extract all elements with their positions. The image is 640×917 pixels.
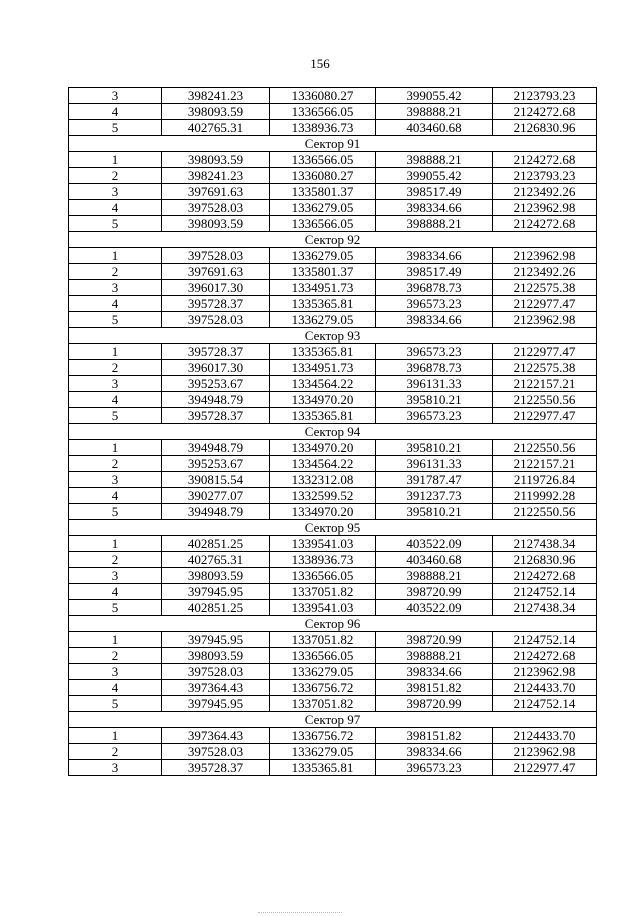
- coordinate-cell: 2126830.96: [493, 552, 597, 568]
- sector-title: Сектор 92: [69, 232, 597, 248]
- table-row: [69, 280, 597, 296]
- coordinate-cell: 398151.82: [376, 728, 493, 744]
- coordinate-cell: 397528.03: [162, 312, 270, 328]
- coordinate-cell: 1335365.81: [270, 296, 376, 312]
- point-number-cell: 2: [69, 744, 162, 760]
- coordinates-table-body: [69, 88, 597, 776]
- coordinate-cell: 2122550.56: [493, 392, 597, 408]
- sector-title: Сектор 91: [69, 136, 597, 152]
- coordinate-cell: 398888.21: [376, 152, 493, 168]
- table-row: [69, 488, 597, 504]
- coordinate-cell: 2122550.56: [493, 504, 597, 520]
- point-number-cell: 4: [69, 392, 162, 408]
- table-row: [69, 552, 597, 568]
- sector-title: Сектор 96: [69, 616, 597, 632]
- point-number-cell: 1: [69, 632, 162, 648]
- point-number-cell: 4: [69, 488, 162, 504]
- table-row: [69, 184, 597, 200]
- coordinate-cell: 1332599.52: [270, 488, 376, 504]
- coordinate-cell: 1335365.81: [270, 344, 376, 360]
- point-number-cell: 5: [69, 600, 162, 616]
- table-row: [69, 168, 597, 184]
- coordinate-cell: 391787.47: [376, 472, 493, 488]
- table-row: [69, 200, 597, 216]
- coordinate-cell: 398517.49: [376, 184, 493, 200]
- coordinate-cell: 397528.03: [162, 248, 270, 264]
- coordinate-cell: 398720.99: [376, 584, 493, 600]
- coordinate-cell: 1336566.05: [270, 648, 376, 664]
- coordinate-cell: 398093.59: [162, 568, 270, 584]
- coordinate-cell: 399055.42: [376, 88, 493, 104]
- coordinate-cell: 398241.23: [162, 88, 270, 104]
- coordinate-cell: 398093.59: [162, 648, 270, 664]
- coordinate-cell: 2124752.14: [493, 696, 597, 712]
- table-row: [69, 664, 597, 680]
- point-number-cell: 5: [69, 696, 162, 712]
- coordinate-cell: 402851.25: [162, 600, 270, 616]
- sector-header-row: [69, 328, 597, 344]
- coordinate-cell: 1336756.72: [270, 728, 376, 744]
- table-row: [69, 584, 597, 600]
- coordinate-cell: 398093.59: [162, 152, 270, 168]
- coordinate-cell: 398151.82: [376, 680, 493, 696]
- scan-artifact-line: [258, 912, 342, 913]
- table-row: [69, 648, 597, 664]
- coordinate-cell: 2122157.21: [493, 376, 597, 392]
- coordinate-cell: 2123962.98: [493, 312, 597, 328]
- coordinate-cell: 2124752.14: [493, 632, 597, 648]
- coordinate-cell: 2124433.70: [493, 680, 597, 696]
- coordinate-cell: 396017.30: [162, 280, 270, 296]
- coordinate-cell: 1336566.05: [270, 216, 376, 232]
- coordinate-cell: 1335365.81: [270, 760, 376, 776]
- coordinate-cell: 398334.66: [376, 248, 493, 264]
- table-row: [69, 344, 597, 360]
- coordinate-cell: 396017.30: [162, 360, 270, 376]
- sector-title: Сектор 93: [69, 328, 597, 344]
- coordinate-cell: 1337051.82: [270, 584, 376, 600]
- table-row: [69, 600, 597, 616]
- coordinate-cell: 397528.03: [162, 200, 270, 216]
- table-row: [69, 744, 597, 760]
- coordinate-cell: 394948.79: [162, 392, 270, 408]
- coordinate-cell: 390815.54: [162, 472, 270, 488]
- table-row: [69, 376, 597, 392]
- coordinate-cell: 397528.03: [162, 744, 270, 760]
- point-number-cell: 5: [69, 408, 162, 424]
- coordinate-cell: 397528.03: [162, 664, 270, 680]
- coordinate-cell: 397945.95: [162, 632, 270, 648]
- coordinate-cell: 1335801.37: [270, 264, 376, 280]
- coordinate-cell: 1334970.20: [270, 392, 376, 408]
- coordinate-cell: 2126830.96: [493, 120, 597, 136]
- coordinate-cell: 398334.66: [376, 744, 493, 760]
- point-number-cell: 1: [69, 152, 162, 168]
- coordinate-cell: 1337051.82: [270, 696, 376, 712]
- table-row: [69, 360, 597, 376]
- coordinate-cell: 1336279.05: [270, 312, 376, 328]
- coordinate-cell: 2123492.26: [493, 184, 597, 200]
- table-row: [69, 728, 597, 744]
- coordinate-cell: 397691.63: [162, 264, 270, 280]
- coordinate-cell: 398888.21: [376, 216, 493, 232]
- coordinate-cell: 1336566.05: [270, 568, 376, 584]
- table-row: [69, 216, 597, 232]
- page-number: 156: [310, 56, 330, 71]
- coordinate-cell: 2122977.47: [493, 408, 597, 424]
- coordinate-cell: 398720.99: [376, 696, 493, 712]
- coordinate-cell: 397691.63: [162, 184, 270, 200]
- point-number-cell: 1: [69, 440, 162, 456]
- coordinate-cell: 2123962.98: [493, 200, 597, 216]
- coordinate-cell: 1339541.03: [270, 536, 376, 552]
- coordinate-cell: 1336279.05: [270, 200, 376, 216]
- coordinate-cell: 398241.23: [162, 168, 270, 184]
- point-number-cell: 2: [69, 360, 162, 376]
- table-row: [69, 680, 597, 696]
- table-row: [69, 568, 597, 584]
- coordinate-cell: 2127438.34: [493, 600, 597, 616]
- table-row: [69, 248, 597, 264]
- coordinate-cell: 398720.99: [376, 632, 493, 648]
- coordinate-cell: 398334.66: [376, 312, 493, 328]
- sector-title: Сектор 95: [69, 520, 597, 536]
- coordinate-cell: 395253.67: [162, 456, 270, 472]
- coordinate-cell: 402851.25: [162, 536, 270, 552]
- point-number-cell: 3: [69, 472, 162, 488]
- coordinate-cell: 1338936.73: [270, 120, 376, 136]
- coordinate-cell: 2122550.56: [493, 440, 597, 456]
- coordinate-cell: 402765.31: [162, 120, 270, 136]
- coordinate-cell: 2124272.68: [493, 216, 597, 232]
- coordinate-cell: 1336080.27: [270, 168, 376, 184]
- coordinate-cell: 398334.66: [376, 664, 493, 680]
- coordinate-cell: 1336566.05: [270, 104, 376, 120]
- coordinate-cell: 1335365.81: [270, 408, 376, 424]
- coordinate-cell: 395253.67: [162, 376, 270, 392]
- coordinate-cell: 390277.07: [162, 488, 270, 504]
- coordinate-cell: 397945.95: [162, 584, 270, 600]
- sector-header-row: [69, 424, 597, 440]
- coordinate-cell: 2122575.38: [493, 280, 597, 296]
- point-number-cell: 5: [69, 504, 162, 520]
- coordinate-cell: 391237.73: [376, 488, 493, 504]
- coordinate-cell: 396573.23: [376, 760, 493, 776]
- coordinate-cell: 2123793.23: [493, 88, 597, 104]
- table-row: [69, 88, 597, 104]
- table-row: [69, 504, 597, 520]
- coordinate-cell: 1336279.05: [270, 744, 376, 760]
- sector-header-row: [69, 520, 597, 536]
- coordinate-cell: 1332312.08: [270, 472, 376, 488]
- point-number-cell: 1: [69, 536, 162, 552]
- coordinate-cell: 1334951.73: [270, 360, 376, 376]
- point-number-cell: 3: [69, 760, 162, 776]
- coordinate-cell: 398093.59: [162, 104, 270, 120]
- point-number-cell: 3: [69, 280, 162, 296]
- coordinate-cell: 395810.21: [376, 504, 493, 520]
- coordinate-cell: 402765.31: [162, 552, 270, 568]
- sector-header-row: [69, 232, 597, 248]
- coordinate-cell: 394948.79: [162, 504, 270, 520]
- point-number-cell: 3: [69, 184, 162, 200]
- coordinate-cell: 2123962.98: [493, 248, 597, 264]
- sector-header-row: [69, 712, 597, 728]
- table-row: [69, 104, 597, 120]
- coordinate-cell: 2122977.47: [493, 344, 597, 360]
- table-row: [69, 312, 597, 328]
- coordinate-cell: 2122575.38: [493, 360, 597, 376]
- sector-header-row: [69, 136, 597, 152]
- coordinate-cell: 2123962.98: [493, 744, 597, 760]
- table-row: [69, 440, 597, 456]
- point-number-cell: 1: [69, 248, 162, 264]
- coordinate-cell: 1335801.37: [270, 184, 376, 200]
- coordinate-cell: 396573.23: [376, 408, 493, 424]
- coordinates-table: [68, 87, 597, 776]
- coordinate-cell: 396878.73: [376, 280, 493, 296]
- point-number-cell: 4: [69, 200, 162, 216]
- point-number-cell: 2: [69, 456, 162, 472]
- coordinate-cell: 394948.79: [162, 440, 270, 456]
- table-row: [69, 456, 597, 472]
- table-row: [69, 264, 597, 280]
- coordinate-cell: 2123793.23: [493, 168, 597, 184]
- coordinate-cell: 2123962.98: [493, 664, 597, 680]
- point-number-cell: 1: [69, 728, 162, 744]
- coordinate-cell: 396573.23: [376, 344, 493, 360]
- point-number-cell: 2: [69, 264, 162, 280]
- coordinate-cell: 395810.21: [376, 392, 493, 408]
- coordinate-cell: 395728.37: [162, 296, 270, 312]
- coordinate-cell: 396131.33: [376, 456, 493, 472]
- point-number-cell: 3: [69, 568, 162, 584]
- coordinate-cell: 1334564.22: [270, 376, 376, 392]
- table-row: [69, 392, 597, 408]
- sector-title: Сектор 94: [69, 424, 597, 440]
- point-number-cell: 2: [69, 552, 162, 568]
- coordinate-cell: 2124433.70: [493, 728, 597, 744]
- coordinate-cell: 395728.37: [162, 344, 270, 360]
- coordinate-cell: 395728.37: [162, 760, 270, 776]
- coordinate-cell: 1334951.73: [270, 280, 376, 296]
- coordinate-cell: 1339541.03: [270, 600, 376, 616]
- coordinate-cell: 398334.66: [376, 200, 493, 216]
- coordinate-cell: 2124272.68: [493, 152, 597, 168]
- coordinate-cell: 403522.09: [376, 600, 493, 616]
- coordinate-cell: 1336756.72: [270, 680, 376, 696]
- point-number-cell: 3: [69, 664, 162, 680]
- coordinate-cell: 2124272.68: [493, 568, 597, 584]
- point-number-cell: 4: [69, 584, 162, 600]
- coordinate-cell: 396878.73: [376, 360, 493, 376]
- coordinate-cell: 397364.43: [162, 680, 270, 696]
- coordinate-cell: 398888.21: [376, 104, 493, 120]
- coordinate-cell: 2122977.47: [493, 760, 597, 776]
- coordinate-cell: 403460.68: [376, 120, 493, 136]
- coordinate-cell: 403522.09: [376, 536, 493, 552]
- coordinate-cell: 2124272.68: [493, 104, 597, 120]
- table-row: [69, 536, 597, 552]
- point-number-cell: 4: [69, 680, 162, 696]
- point-number-cell: 3: [69, 88, 162, 104]
- coordinate-cell: 1336279.05: [270, 664, 376, 680]
- coordinate-cell: 1334970.20: [270, 440, 376, 456]
- coordinate-cell: 2122977.47: [493, 296, 597, 312]
- coordinate-cell: 2124272.68: [493, 648, 597, 664]
- point-number-cell: 5: [69, 312, 162, 328]
- table-row: [69, 632, 597, 648]
- coordinate-cell: 1336080.27: [270, 88, 376, 104]
- table-row: [69, 472, 597, 488]
- point-number-cell: 5: [69, 216, 162, 232]
- table-row: [69, 696, 597, 712]
- coordinate-cell: 1336566.05: [270, 152, 376, 168]
- coordinate-cell: 403460.68: [376, 552, 493, 568]
- coordinate-cell: 395810.21: [376, 440, 493, 456]
- point-number-cell: 1: [69, 344, 162, 360]
- coordinate-cell: 398888.21: [376, 648, 493, 664]
- table-row: [69, 152, 597, 168]
- coordinate-cell: 398093.59: [162, 216, 270, 232]
- coordinate-cell: 2127438.34: [493, 536, 597, 552]
- coordinate-cell: 2122157.21: [493, 456, 597, 472]
- sector-header-row: [69, 616, 597, 632]
- coordinate-cell: 398888.21: [376, 568, 493, 584]
- table-row: [69, 296, 597, 312]
- coordinate-cell: 2123492.26: [493, 264, 597, 280]
- coordinate-cell: 2124752.14: [493, 584, 597, 600]
- coordinate-cell: 2119992.28: [493, 488, 597, 504]
- coordinate-cell: 2119726.84: [493, 472, 597, 488]
- coordinate-cell: 1338936.73: [270, 552, 376, 568]
- coordinate-cell: 395728.37: [162, 408, 270, 424]
- coordinate-cell: 1337051.82: [270, 632, 376, 648]
- coordinate-cell: 396573.23: [376, 296, 493, 312]
- point-number-cell: 3: [69, 376, 162, 392]
- point-number-cell: 5: [69, 120, 162, 136]
- coordinate-cell: 396131.33: [376, 376, 493, 392]
- coordinate-cell: 1334564.22: [270, 456, 376, 472]
- point-number-cell: 2: [69, 168, 162, 184]
- coordinate-cell: 1336279.05: [270, 248, 376, 264]
- coordinate-cell: 397945.95: [162, 696, 270, 712]
- sector-title: Сектор 97: [69, 712, 597, 728]
- table-row: [69, 408, 597, 424]
- point-number-cell: 4: [69, 104, 162, 120]
- coordinate-cell: 398517.49: [376, 264, 493, 280]
- coordinate-cell: 397364.43: [162, 728, 270, 744]
- point-number-cell: 2: [69, 648, 162, 664]
- table-row: [69, 760, 597, 776]
- coordinate-cell: 1334970.20: [270, 504, 376, 520]
- table-row: [69, 120, 597, 136]
- point-number-cell: 4: [69, 296, 162, 312]
- coordinate-cell: 399055.42: [376, 168, 493, 184]
